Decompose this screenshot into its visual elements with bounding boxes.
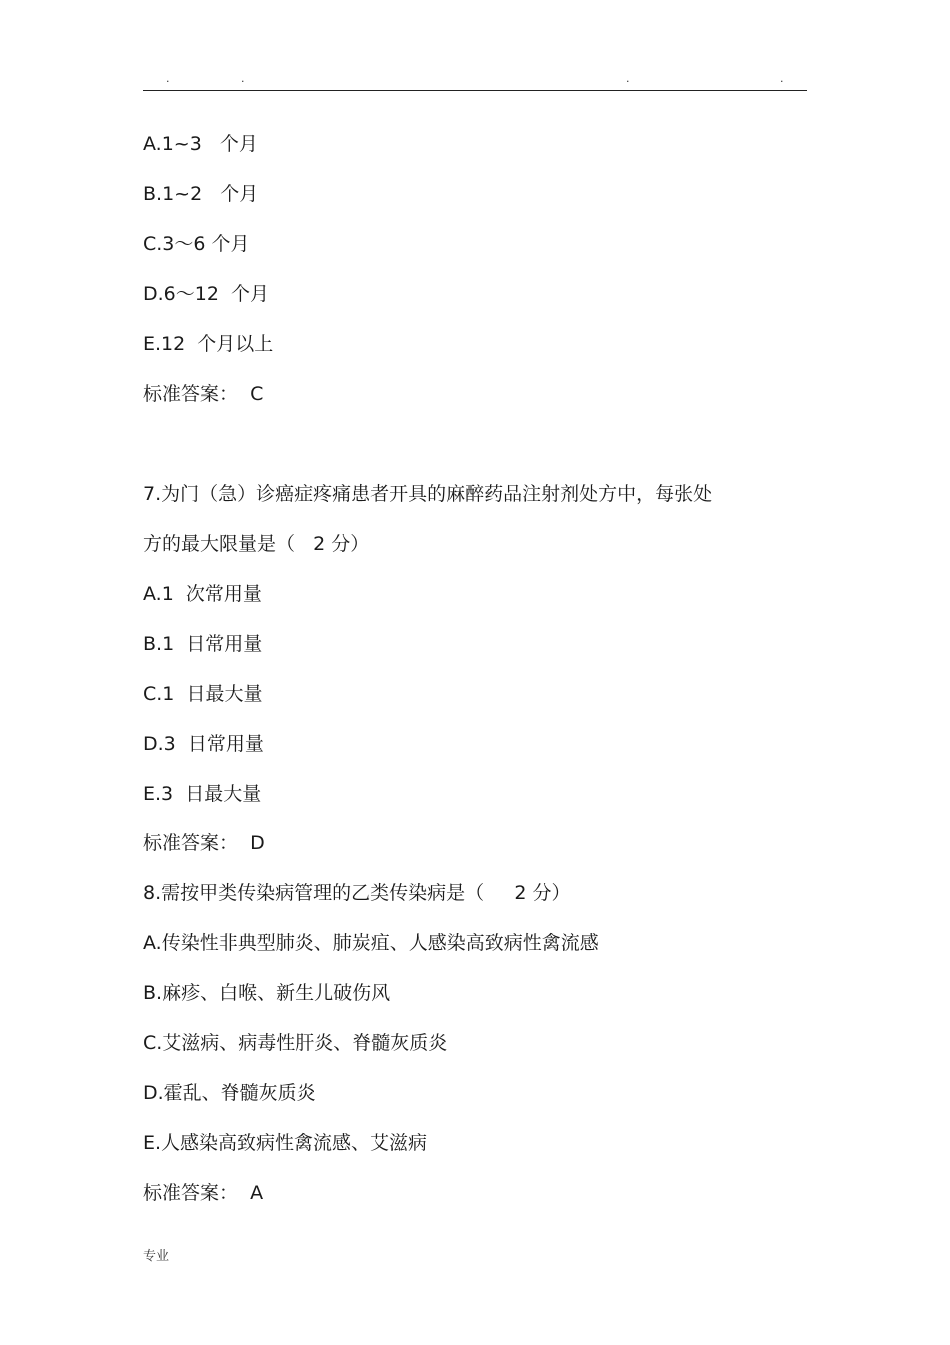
q7-option-b: B.1 日常用量: [143, 633, 263, 655]
q6-option-a: A.1~3 个月: [143, 133, 258, 155]
q6-option-b: B.1~2 个月: [143, 183, 259, 205]
q8-option-e: E.人感染高致病性禽流感、艾滋病: [143, 1132, 428, 1154]
q7-stem-line1: 7.为门（急）诊癌症疼痛患者开具的麻醉药品注射剂处方中，每张处: [143, 483, 713, 505]
q8-option-a: A.传染性非典型肺炎、肺炭疽、人感染高致病性禽流感: [143, 932, 599, 954]
q8-stem: 8.需按甲类传染病管理的乙类传染病是（ 2 分）: [143, 882, 571, 904]
header-dot: .: [626, 72, 630, 85]
q8-option-b: B.麻疹、白喉、新生儿破伤风: [143, 982, 391, 1004]
q8-option-c: C.艾滋病、病毒性肝炎、脊髓灰质炎: [143, 1032, 448, 1054]
header-dot: .: [166, 72, 170, 85]
q7-option-c: C.1 日最大量: [143, 683, 263, 705]
q7-answer: 标准答案： D: [143, 832, 265, 854]
q6-option-e: E.12 个月以上: [143, 333, 274, 355]
q7-option-d: D.3 日常用量: [143, 733, 264, 755]
footer-label: 专业: [143, 1249, 170, 1264]
q7-option-e: E.3 日最大量: [143, 783, 262, 805]
q6-answer: 标准答案： C: [143, 383, 264, 405]
page-header: [0, 72, 950, 86]
q7-option-a: A.1 次常用量: [143, 583, 262, 605]
header-rule: [143, 90, 807, 91]
q6-option-d: D.6～12 个月: [143, 283, 270, 305]
q7-stem-line2: 方的最大限量是（ 2 分）: [143, 533, 370, 555]
q8-answer: 标准答案： A: [143, 1182, 264, 1204]
header-dot: .: [780, 72, 784, 85]
q6-option-c: C.3～6 个月: [143, 233, 250, 255]
header-dot: .: [241, 72, 245, 85]
q8-option-d: D.霍乱、脊髓灰质炎: [143, 1082, 316, 1104]
